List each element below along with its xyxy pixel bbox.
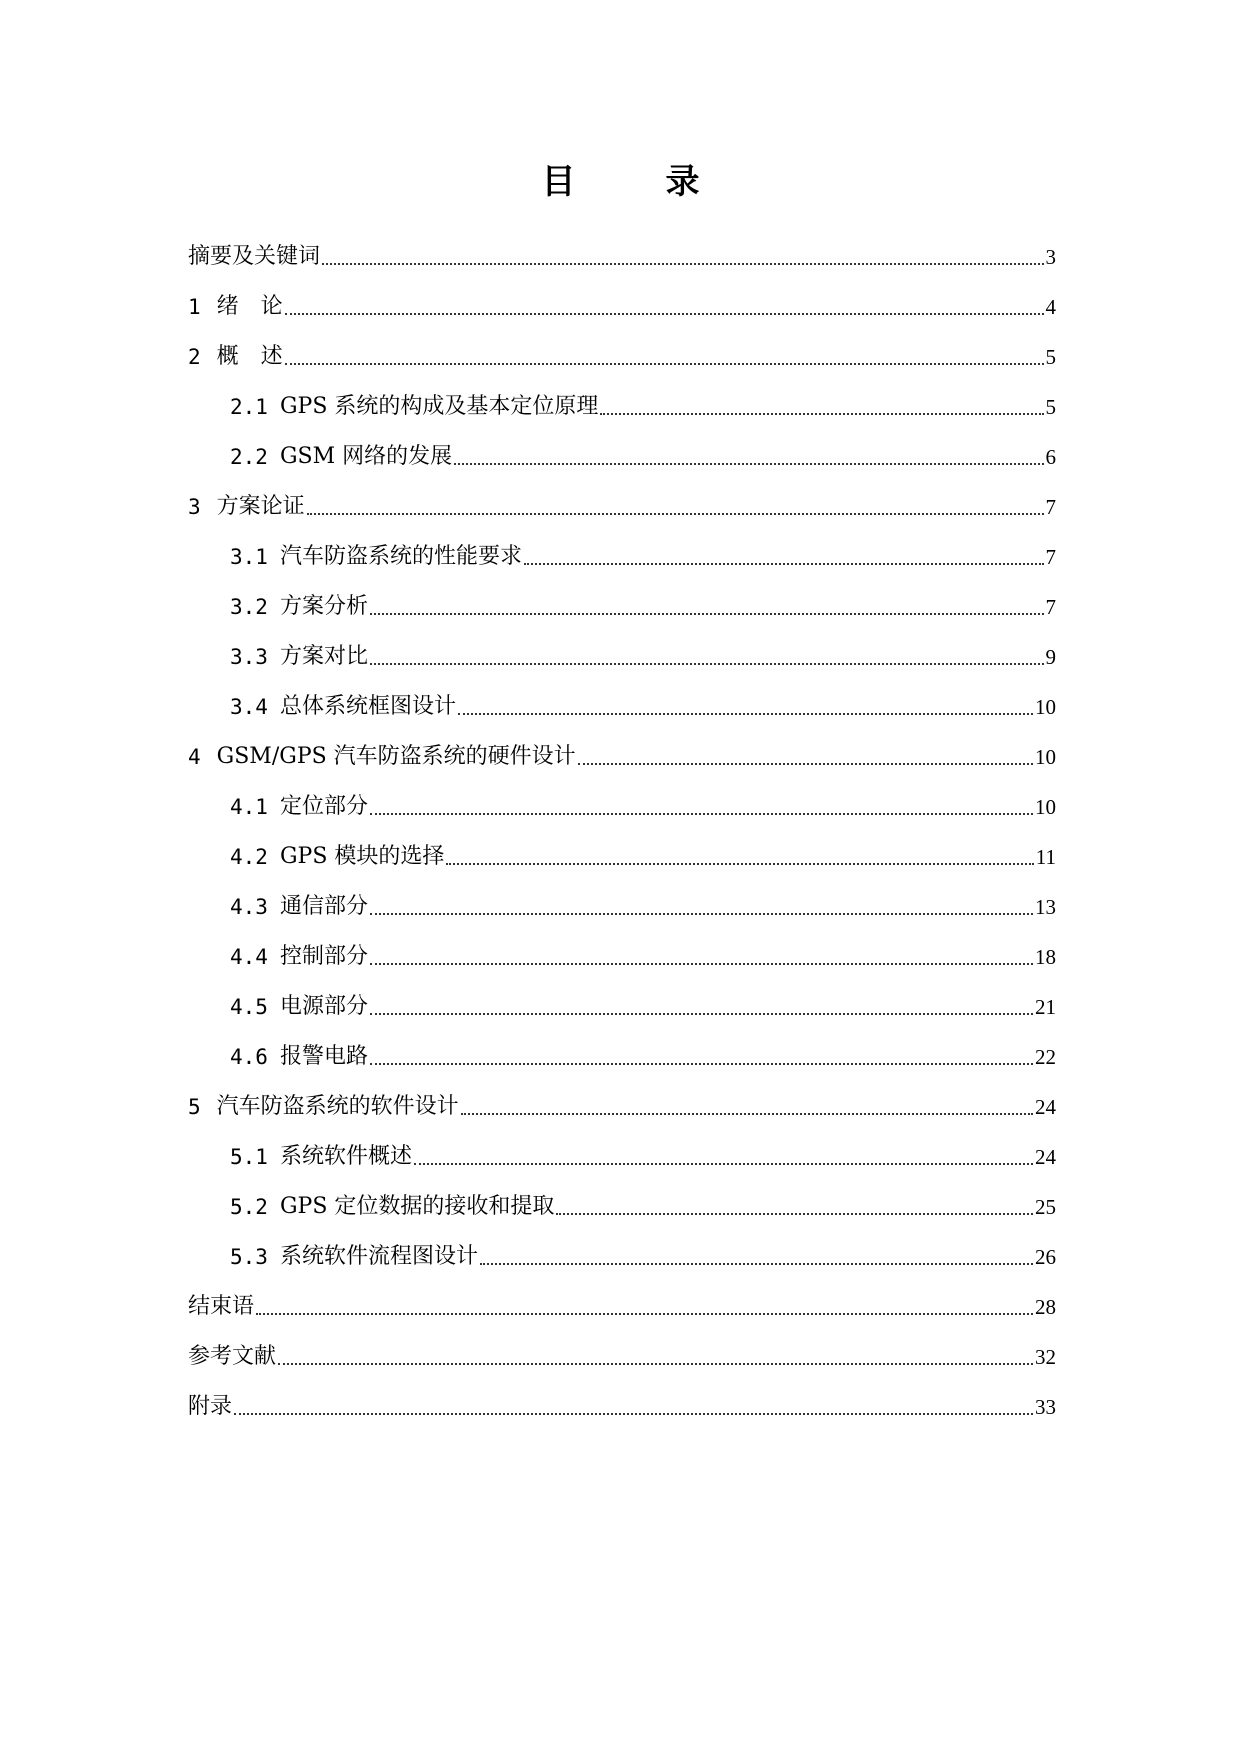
toc-entry-number: 5.2 bbox=[230, 1195, 268, 1219]
dot-leader bbox=[370, 1013, 1033, 1015]
toc-entry-number: 1 bbox=[188, 295, 201, 319]
dot-leader bbox=[278, 1363, 1033, 1365]
toc-entry-page-number: 33 bbox=[1035, 1395, 1056, 1419]
dot-leader bbox=[370, 813, 1033, 815]
toc-entry-label: GSM/GPS 汽车防盗系统的硬件设计 bbox=[216, 744, 576, 769]
toc-entry-number: 2.1 bbox=[230, 395, 268, 419]
dot-leader bbox=[307, 513, 1044, 515]
toc-entry-label: 控制部分 bbox=[279, 944, 368, 969]
toc-entry-page-number: 24 bbox=[1035, 1095, 1056, 1119]
toc-entry-page-number: 28 bbox=[1035, 1295, 1056, 1319]
dot-leader bbox=[524, 563, 1044, 565]
toc-entry-label: 汽车防盗系统的软件设计 bbox=[216, 1094, 459, 1119]
toc-entry-number: 3.2 bbox=[230, 595, 268, 619]
toc-entry[interactable] bbox=[188, 330, 1056, 380]
toc-entry-page-number: 3 bbox=[1045, 245, 1056, 269]
dot-leader bbox=[556, 1213, 1033, 1215]
toc-entry-label: 汽车防盗系统的性能要求 bbox=[279, 544, 522, 569]
toc-entry-number: 4.1 bbox=[230, 795, 268, 819]
toc-entry-number: 4.5 bbox=[230, 995, 268, 1019]
toc-entry[interactable] bbox=[188, 380, 1056, 430]
toc-entry-page-number: 26 bbox=[1035, 1245, 1056, 1269]
toc-entry-label: 摘要及关键词 bbox=[188, 244, 321, 269]
toc-entry-page-number: 21 bbox=[1035, 995, 1056, 1019]
toc-entry-label: 概 述 bbox=[216, 344, 283, 369]
dot-leader bbox=[370, 1063, 1033, 1065]
toc-entry[interactable] bbox=[188, 680, 1056, 730]
toc-title: 目 录 bbox=[541, 162, 728, 202]
toc-entry-label: 附录 bbox=[188, 1394, 233, 1419]
toc-entry-label: 总体系统框图设计 bbox=[279, 694, 456, 719]
toc-entry-page-number: 7 bbox=[1045, 595, 1056, 619]
toc-entry-label: 系统软件流程图设计 bbox=[279, 1244, 478, 1269]
toc-entry-label: 通信部分 bbox=[279, 894, 368, 919]
toc-entry-number: 4.4 bbox=[230, 945, 268, 969]
toc-entry-page-number: 9 bbox=[1045, 645, 1056, 669]
toc-entry-label: 定位部分 bbox=[279, 794, 368, 819]
toc-entry[interactable] bbox=[188, 1030, 1056, 1080]
dot-leader bbox=[234, 1413, 1033, 1415]
toc-entry-label: 参考文献 bbox=[188, 1344, 277, 1369]
toc-entry[interactable] bbox=[188, 1080, 1056, 1130]
dot-leader bbox=[600, 413, 1043, 415]
dot-leader bbox=[322, 263, 1043, 265]
toc-entry[interactable] bbox=[188, 1230, 1056, 1280]
dot-leader bbox=[370, 963, 1033, 965]
toc-entry-number: 4.2 bbox=[230, 845, 268, 869]
toc-entry-page-number: 5 bbox=[1045, 345, 1056, 369]
toc-entry[interactable] bbox=[188, 1130, 1056, 1180]
dot-leader bbox=[370, 613, 1044, 615]
toc-entry-number: 2.2 bbox=[230, 445, 268, 469]
toc-entry-page-number: 13 bbox=[1035, 895, 1056, 919]
toc-entry-page-number: 4 bbox=[1045, 295, 1056, 319]
toc-entry[interactable] bbox=[188, 1280, 1056, 1330]
dot-leader bbox=[370, 663, 1044, 665]
toc-entry-label: 绪 论 bbox=[216, 294, 283, 319]
toc-entry-page-number: 18 bbox=[1035, 945, 1056, 969]
dot-leader bbox=[480, 1263, 1033, 1265]
toc-entry-number: 4 bbox=[188, 745, 201, 769]
dot-leader bbox=[414, 1163, 1033, 1165]
toc-entry-label: GPS 模块的选择 bbox=[279, 844, 445, 869]
toc-entry-page-number: 22 bbox=[1035, 1045, 1056, 1069]
toc-entry-number: 5 bbox=[188, 1095, 201, 1119]
dot-leader bbox=[370, 913, 1033, 915]
dot-leader bbox=[285, 363, 1044, 365]
toc-entry[interactable] bbox=[188, 780, 1056, 830]
dot-leader bbox=[458, 713, 1033, 715]
toc-entry-page-number: 7 bbox=[1045, 495, 1056, 519]
toc-entry-label: 方案对比 bbox=[279, 644, 368, 669]
toc-entry[interactable] bbox=[188, 230, 1056, 280]
dot-leader bbox=[256, 1313, 1033, 1315]
toc-entry-page-number: 10 bbox=[1035, 745, 1056, 769]
toc-entry-page-number: 5 bbox=[1045, 395, 1056, 419]
toc-entry-number: 5.3 bbox=[230, 1245, 268, 1269]
toc-entry[interactable] bbox=[188, 880, 1056, 930]
dot-leader bbox=[285, 313, 1044, 315]
toc-entry-number: 4.3 bbox=[230, 895, 268, 919]
toc-entry-page-number: 24 bbox=[1035, 1145, 1056, 1169]
toc-entry[interactable] bbox=[188, 530, 1056, 580]
toc-entry[interactable] bbox=[188, 930, 1056, 980]
toc-entry-page-number: 11 bbox=[1035, 845, 1056, 869]
toc-entry-label: GPS 系统的构成及基本定位原理 bbox=[279, 394, 599, 419]
toc-entry-page-number: 6 bbox=[1045, 445, 1056, 469]
dot-leader bbox=[461, 1113, 1033, 1115]
toc-entry[interactable] bbox=[188, 480, 1056, 530]
toc-entry-page-number: 32 bbox=[1035, 1345, 1056, 1369]
toc-entry-page-number: 10 bbox=[1035, 695, 1056, 719]
toc-entry-label: 结束语 bbox=[188, 1294, 255, 1319]
toc-entry-number: 3 bbox=[188, 495, 201, 519]
toc-entry-label: 方案论证 bbox=[216, 494, 305, 519]
toc-entry-label: 报警电路 bbox=[279, 1044, 368, 1069]
toc-entry-label: 系统软件概述 bbox=[279, 1144, 412, 1169]
toc-entry[interactable] bbox=[188, 1330, 1056, 1380]
toc-entry-number: 5.1 bbox=[230, 1145, 268, 1169]
toc-entry[interactable] bbox=[188, 730, 1056, 780]
toc-entry-page-number: 25 bbox=[1035, 1195, 1056, 1219]
table-of-contents bbox=[188, 230, 1056, 1430]
toc-entry-page-number: 10 bbox=[1035, 795, 1056, 819]
toc-entry-page-number: 7 bbox=[1045, 545, 1056, 569]
toc-entry[interactable] bbox=[188, 280, 1056, 330]
toc-entry[interactable] bbox=[188, 1180, 1056, 1230]
toc-entry-number: 3.1 bbox=[230, 545, 268, 569]
toc-entry[interactable] bbox=[188, 630, 1056, 680]
toc-entry-label: 方案分析 bbox=[279, 594, 368, 619]
toc-entry[interactable] bbox=[188, 830, 1056, 880]
toc-entry-label: GPS 定位数据的接收和提取 bbox=[279, 1194, 555, 1219]
dot-leader bbox=[578, 763, 1033, 765]
toc-entry-number: 3.4 bbox=[230, 695, 268, 719]
dot-leader bbox=[454, 463, 1043, 465]
toc-entry-number: 4.6 bbox=[230, 1045, 268, 1069]
toc-entry-label: GSM 网络的发展 bbox=[279, 444, 453, 469]
toc-entry-number: 2 bbox=[188, 345, 201, 369]
dot-leader bbox=[446, 863, 1033, 865]
toc-entry-number: 3.3 bbox=[230, 645, 268, 669]
toc-entry[interactable] bbox=[188, 980, 1056, 1030]
toc-entry[interactable] bbox=[188, 1380, 1056, 1430]
toc-entry[interactable] bbox=[188, 580, 1056, 630]
toc-entry-label: 电源部分 bbox=[279, 994, 368, 1019]
toc-entry[interactable] bbox=[188, 430, 1056, 480]
